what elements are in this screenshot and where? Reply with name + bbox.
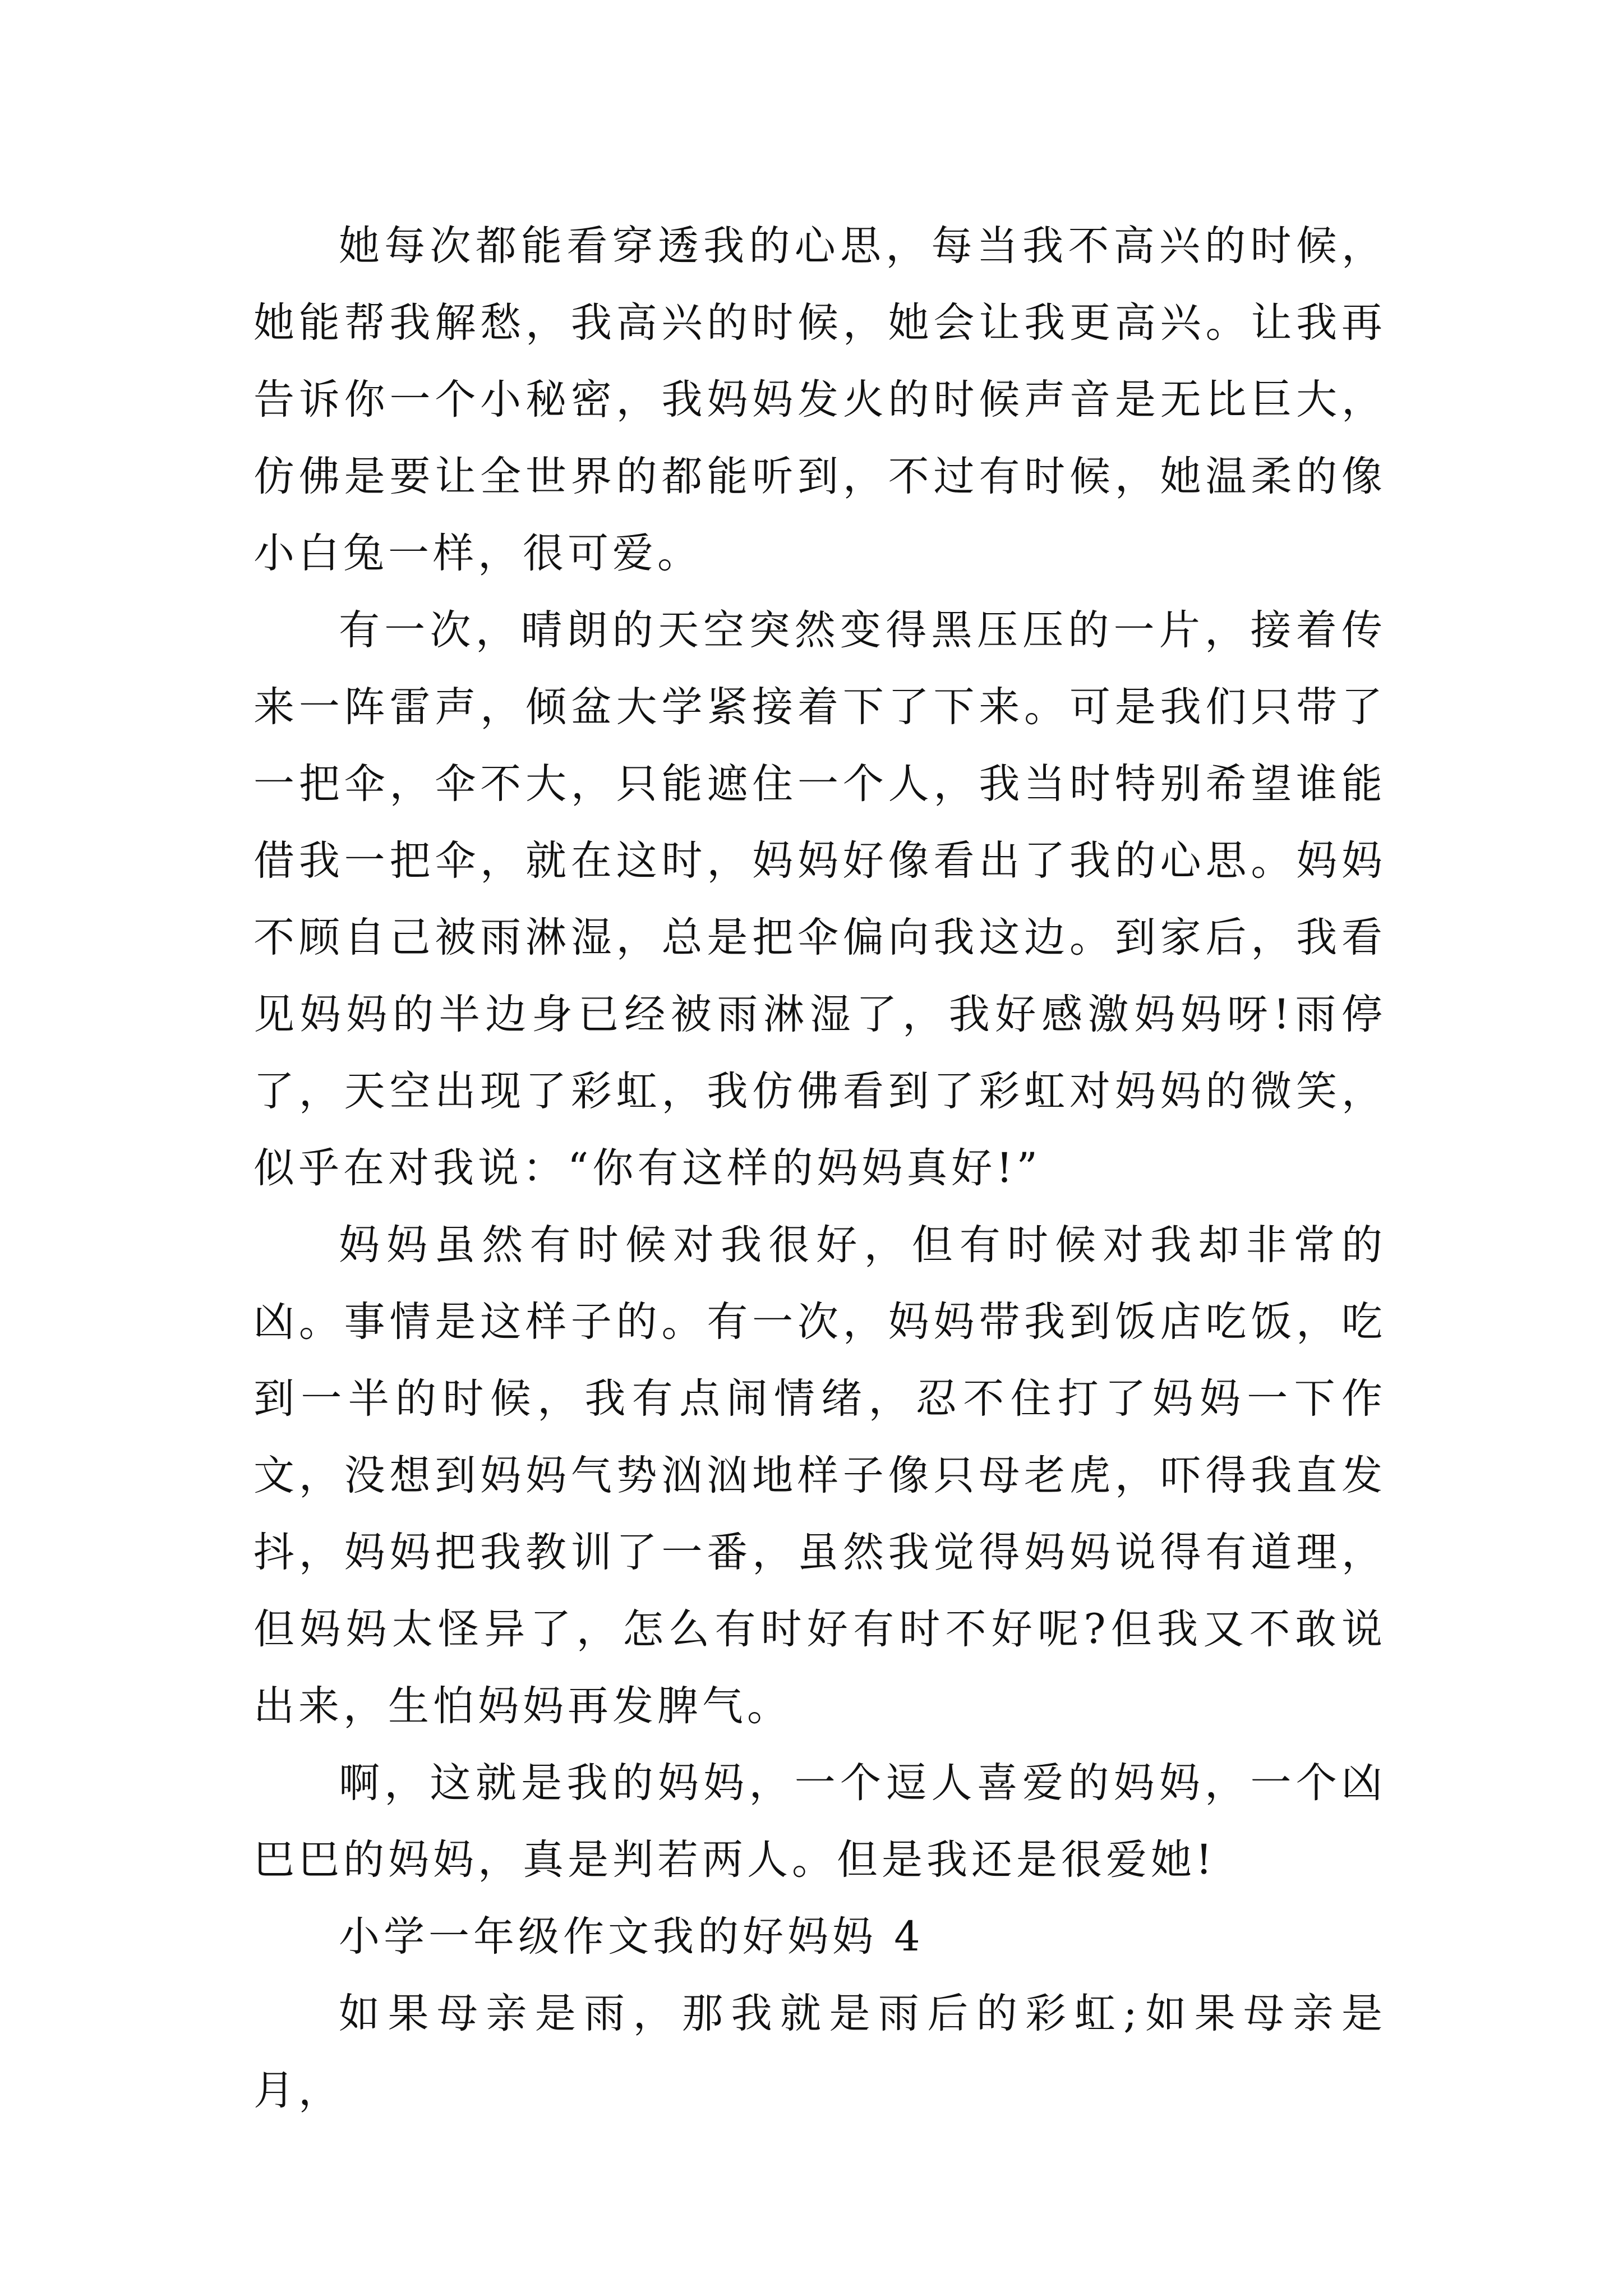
paragraph-4: 啊，这就是我的妈妈，一个逗人喜爱的妈妈，一个凶巴巴的妈妈，真是判若两人。但是我还是很爱她! <box>253 1759 1386 1884</box>
document-body <box>253 208 1386 2129</box>
paragraph-5: 如果母亲是雨，那我就是雨后的彩虹;如果母亲是月， <box>253 1990 1386 2114</box>
paragraph-1: 她每次都能看穿透我的心思，每当我不高兴的时候，她能帮我解愁，我高兴的时候，她会让我更高兴。让我再告诉你一个小秘密，我妈妈发火的时候声音是无比巨大，仿佛是要让全世界的都能听到，不过有时候，她温柔的像小白兔一样，很可爱。 <box>253 222 1386 577</box>
section-title: 小学一年级作文我的好妈妈 4 <box>339 1913 924 1961</box>
paragraph-2: 有一次，晴朗的天空突然变得黑压压的一片，接着传来一阵雷声，倾盆大学紧接着下了下来。可是我们只带了一把伞，伞不大，只能遮住一个人，我当时特别希望谁能借我一把伞，就在这时，妈妈好像看出了我的心思。妈妈不顾自己被雨淋湿，总是把伞偏向我这边。到家后，我看见妈妈的半边身已经被雨淋湿了，我好感激妈妈呀!雨停了，天空出现了彩虹，我仿佛看到了彩虹对妈妈的微笑，似乎在对我说：“你有这样的妈妈真好!” <box>253 606 1386 1192</box>
paragraph-3: 妈妈虽然有时候对我很好，但有时候对我却非常的凶。事情是这样子的。有一次，妈妈带我到饭店吃饭，吃到一半的时候，我有点闹情绪，忍不住打了妈妈一下作文，没想到妈妈气势汹汹地样子像只母老虎，吓得我直发抖，妈妈把我教训了一番，虽然我觉得妈妈说得有道理，但妈妈太怪异了，怎么有时好有时不好呢?但我又不敢说出来，生怕妈妈再发脾气。 <box>253 1221 1386 1730</box>
